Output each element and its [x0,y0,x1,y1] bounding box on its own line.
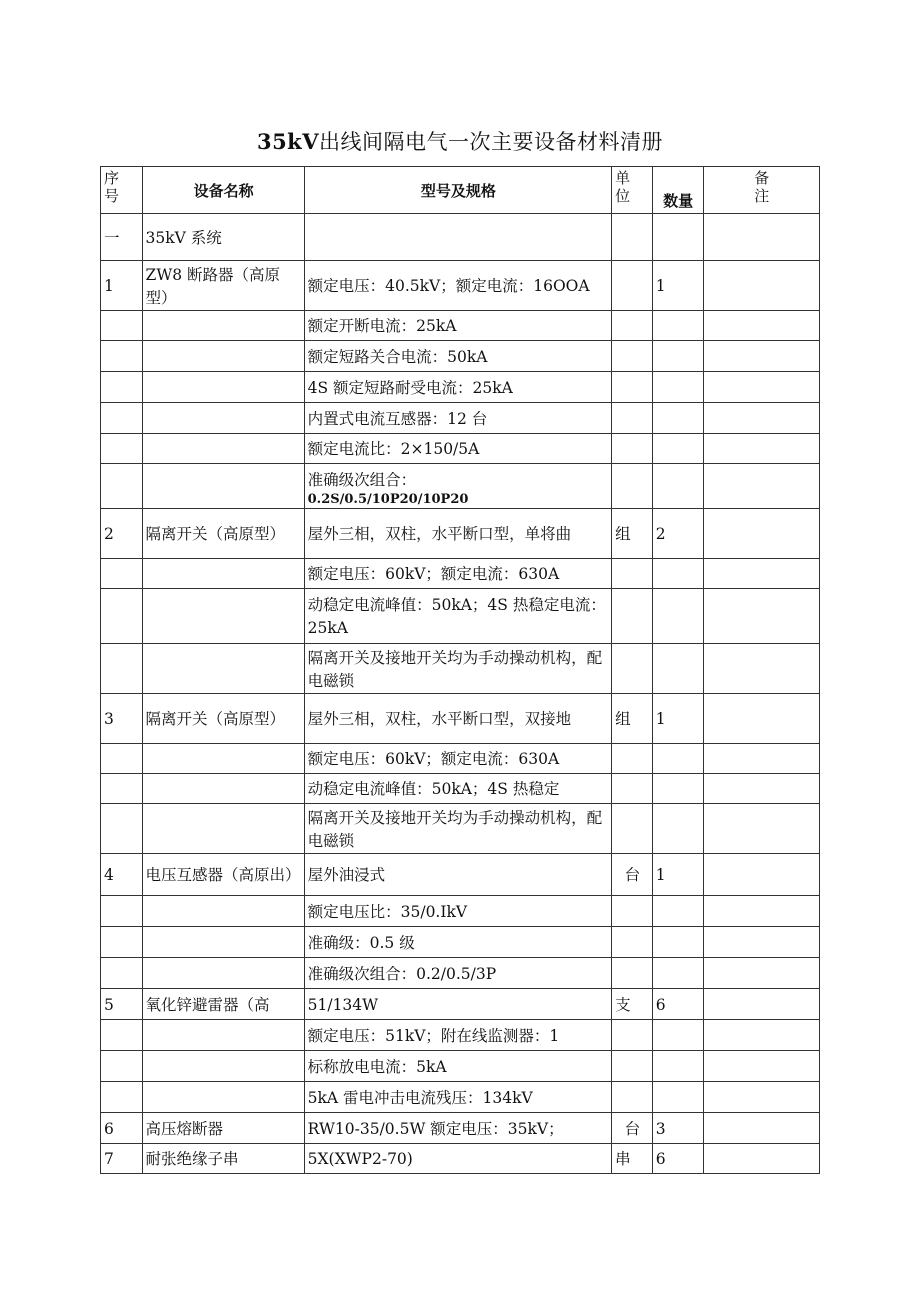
row-name-text: ZW8 断路器（高原型） [145,265,281,307]
row-seq [101,694,143,744]
row-spec [304,896,612,927]
row-seq-text: 3 [104,710,114,728]
header-qty: 数量 [652,167,703,214]
equipment-table [100,166,820,1174]
row-note [703,214,819,261]
table-row [101,341,820,372]
row-qty [652,434,703,464]
row-seq [101,1113,143,1144]
row-unit [612,744,653,774]
table-header-row [101,167,820,214]
row-unit [612,774,653,804]
row-name [142,804,304,854]
row-unit [612,644,653,694]
row-unit [612,854,653,896]
row-qty [652,896,703,927]
row-spec-text: 屋外三相，双柱，水平断口型，单将曲 [307,525,572,543]
header-note-line1: 备 [754,169,770,187]
row-unit [612,1051,653,1082]
row-name [142,1051,304,1082]
row-spec [304,1082,612,1113]
row-unit [612,464,653,509]
row-spec-text: 准确级次组合：0.2/0.5/3P [307,964,497,983]
row-qty [652,403,703,434]
row-name [142,589,304,644]
row-qty [652,372,703,403]
row-unit [612,311,653,341]
row-note [703,261,819,311]
table-row [101,464,820,509]
header-spec: 型号及规格 [304,167,612,214]
row-unit [612,214,653,261]
row-unit [612,1020,653,1051]
row-unit-text: 台 [624,1119,641,1138]
row-seq-text: 4 [104,866,114,884]
row-qty [652,509,703,559]
row-unit [612,261,653,311]
row-seq-text: 一 [104,228,120,247]
row-spec [304,927,612,958]
row-seq [101,854,143,896]
row-note [703,372,819,403]
row-spec [304,744,612,774]
row-note [703,559,819,589]
row-seq-text: 6 [104,1119,114,1138]
table-row [101,1082,820,1113]
row-note [703,434,819,464]
row-note [703,589,819,644]
row-qty-text: 1 [655,277,666,295]
row-qty [652,1020,703,1051]
row-qty [652,927,703,958]
header-unit-line1: 单 [615,169,631,187]
table-row [101,804,820,854]
row-spec [304,372,612,403]
header-unit-line2: 位 [615,187,631,205]
table-row [101,372,820,403]
row-name [142,694,304,744]
row-unit [612,958,653,989]
row-name [142,434,304,464]
row-qty [652,1113,703,1144]
table-row [101,896,820,927]
table-row [101,589,820,644]
row-spec [304,589,612,644]
row-unit-text: 支 [615,995,631,1014]
row-name [142,311,304,341]
table-row [101,214,820,261]
header-unit [612,167,653,214]
row-qty [652,559,703,589]
row-seq [101,896,143,927]
row-seq-text: 1 [104,277,114,295]
row-seq [101,958,143,989]
row-seq [101,744,143,774]
table-row [101,744,820,774]
row-spec [304,509,612,559]
row-spec-text: 额定电压：51kV；附在线监测器：1 [307,1026,560,1045]
row-spec-text: 隔离开关及接地开关均为手动操动机构，配电磁锁 [307,648,603,690]
row-note [703,774,819,804]
row-qty [652,589,703,644]
row-qty [652,261,703,311]
row-unit-text: 台 [624,866,641,884]
row-name [142,896,304,927]
row-seq [101,804,143,854]
row-spec-text: 4S 额定短路耐受电流：25kA [307,378,513,397]
table-row [101,261,820,311]
row-spec [304,434,612,464]
row-spec [304,1113,612,1144]
row-name [142,1082,304,1113]
row-seq [101,1020,143,1051]
row-name [142,927,304,958]
row-qty [652,774,703,804]
row-spec-text: 额定电压：40.5kV；额定电流：16OOA [307,277,590,295]
row-unit [612,341,653,372]
row-qty [652,464,703,509]
row-name [142,854,304,896]
row-qty [652,694,703,744]
row-qty-text: 1 [655,710,666,728]
header-seq [101,167,143,214]
row-seq [101,1082,143,1113]
row-unit [612,896,653,927]
row-spec [304,341,612,372]
table-row [101,1020,820,1051]
row-spec-text: 额定电压：60kV；额定电流：630A [307,565,560,583]
row-spec [304,464,612,509]
row-name [142,372,304,403]
row-note [703,403,819,434]
row-spec-text: 额定短路关合电流：50kA [307,347,488,366]
row-note [703,989,819,1020]
row-name [142,1020,304,1051]
row-note [703,896,819,927]
row-spec [304,989,612,1020]
row-qty-text: 3 [655,1119,666,1138]
row-spec [304,1144,612,1174]
row-seq [101,403,143,434]
row-spec [304,1020,612,1051]
row-seq [101,1051,143,1082]
table-row [101,989,820,1020]
table-row [101,559,820,589]
table-row [101,1051,820,1082]
row-note [703,509,819,559]
row-spec-text: 标称放电电流：5kA [307,1057,447,1076]
row-spec-text: 51/134W [307,995,379,1014]
row-unit [612,989,653,1020]
row-name-text: 氧化锌避雷器（高 [145,995,270,1014]
row-note [703,1113,819,1144]
row-name-text: 隔离开关（高原型） [145,525,286,543]
row-seq-text: 2 [104,525,114,543]
row-note [703,1051,819,1082]
table-row [101,1144,820,1174]
title-bold-part: 35kV [256,129,320,154]
row-note [703,854,819,896]
row-seq-text: 5 [104,995,114,1014]
row-seq [101,644,143,694]
row-seq [101,214,143,261]
row-seq [101,589,143,644]
header-seq-line1: 序 [104,169,120,187]
row-seq [101,261,143,311]
row-note [703,744,819,774]
row-spec-text: 屋外油浸式 [307,866,386,884]
header-note [703,167,819,214]
table-row [101,644,820,694]
row-spec-text: 动稳定电流峰值：50kA；4S 热稳定 [307,780,560,798]
row-unit-text: 组 [615,525,631,543]
row-unit [612,589,653,644]
row-spec-text: 额定开断电流：25kA [307,317,457,335]
row-qty [652,854,703,896]
row-spec [304,214,612,261]
title-text: 出线间隔电气一次主要设备材料清册 [319,130,664,154]
row-unit [612,403,653,434]
row-name [142,989,304,1020]
row-qty-text: 2 [655,525,666,543]
row-unit [612,804,653,854]
table-row [101,311,820,341]
row-spec [304,774,612,804]
row-note [703,341,819,372]
row-qty [652,1144,703,1174]
row-spec-text: 屋外三相，双柱，水平断口型，双接地 [307,710,572,728]
row-unit [612,434,653,464]
row-unit [612,372,653,403]
row-spec-text: 准确级次组合： [307,471,417,489]
table-row [101,774,820,804]
row-spec-text: 5kA 雷电冲击电流残压：134kV [307,1088,533,1107]
row-qty [652,214,703,261]
row-note [703,927,819,958]
row-seq [101,1144,143,1174]
row-seq [101,464,143,509]
row-name-text: 隔离开关（高原型） [145,710,286,728]
row-note [703,958,819,989]
table-row [101,434,820,464]
row-unit-text: 组 [615,710,631,728]
document-title [0,126,920,156]
table-row [101,854,820,896]
row-qty [652,804,703,854]
row-name [142,1113,304,1144]
row-unit [612,694,653,744]
row-name-text: 35kV 系统 [145,228,222,247]
row-unit [612,559,653,589]
row-name [142,744,304,774]
row-spec-text: 额定电压：60kV；额定电流：630A [307,750,560,768]
table-row [101,927,820,958]
row-spec [304,854,612,896]
row-spec-text: 隔离开关及接地开关均为手动操动机构，配电磁锁 [307,808,603,850]
row-spec [304,804,612,854]
row-seq [101,341,143,372]
row-seq [101,434,143,464]
row-name-text: 耐张绝缘子串 [145,1150,239,1168]
row-qty-text: 1 [655,866,666,884]
row-spec-text: 准确级：0.5 级 [307,933,415,952]
row-spec-text: 额定电流比：2×150/5A [307,440,480,458]
row-name [142,958,304,989]
row-qty [652,341,703,372]
header-note-line2: 注 [754,187,770,205]
row-seq [101,311,143,341]
row-note [703,311,819,341]
row-spec-text: 内置式电流互感器：12 台 [307,409,488,428]
header-seq-line2: 号 [104,187,120,205]
row-name [142,774,304,804]
row-name [142,1144,304,1174]
row-qty [652,958,703,989]
row-spec [304,559,612,589]
row-qty [652,744,703,774]
row-seq [101,774,143,804]
row-note [703,644,819,694]
row-name [142,341,304,372]
row-name [142,509,304,559]
row-note [703,804,819,854]
table-row [101,509,820,559]
row-note [703,1020,819,1051]
row-note [703,464,819,509]
table-row [101,694,820,744]
row-spec [304,1051,612,1082]
row-spec [304,958,612,989]
row-name [142,403,304,434]
row-name [142,644,304,694]
row-spec [304,403,612,434]
row-note [703,1082,819,1113]
table-body [101,214,820,1174]
row-spec-text: 动稳定电流峰值：50kA；4S 热稳定电流：25kA [307,596,606,637]
row-spec [304,261,612,311]
row-spec-text: 额定电压比：35/0.IkV [307,902,468,921]
row-seq [101,509,143,559]
table-row [101,958,820,989]
table-row [101,403,820,434]
row-unit [612,1113,653,1144]
row-qty [652,1082,703,1113]
row-spec [304,311,612,341]
row-name [142,214,304,261]
row-unit [612,509,653,559]
row-name [142,464,304,509]
row-name [142,261,304,311]
row-seq [101,372,143,403]
row-qty-text: 6 [655,1150,666,1168]
row-spec [304,694,612,744]
row-seq [101,989,143,1020]
table-row [101,1113,820,1144]
header-name: 设备名称 [142,167,304,214]
row-note [703,1144,819,1174]
row-qty [652,1051,703,1082]
row-seq [101,559,143,589]
row-spec-text: 5X(XWP2-70) [307,1150,413,1168]
row-qty [652,644,703,694]
row-note [703,694,819,744]
row-qty-text: 6 [655,995,666,1014]
row-spec [304,644,612,694]
row-unit [612,927,653,958]
row-unit [612,1082,653,1113]
row-unit-text: 串 [615,1150,631,1168]
row-spec-continued: 0.2S/0.5/10P20/10P20 [307,492,469,505]
row-name-text: 电压互感器（高原出） [145,866,301,884]
row-qty [652,989,703,1020]
row-name [142,559,304,589]
row-spec-text: RW10-35/0.5W 额定电压：35kV； [307,1119,564,1138]
row-qty [652,311,703,341]
row-name-text: 高压熔断器 [145,1119,224,1138]
row-seq-text: 7 [104,1150,114,1168]
row-unit [612,1144,653,1174]
row-seq [101,927,143,958]
